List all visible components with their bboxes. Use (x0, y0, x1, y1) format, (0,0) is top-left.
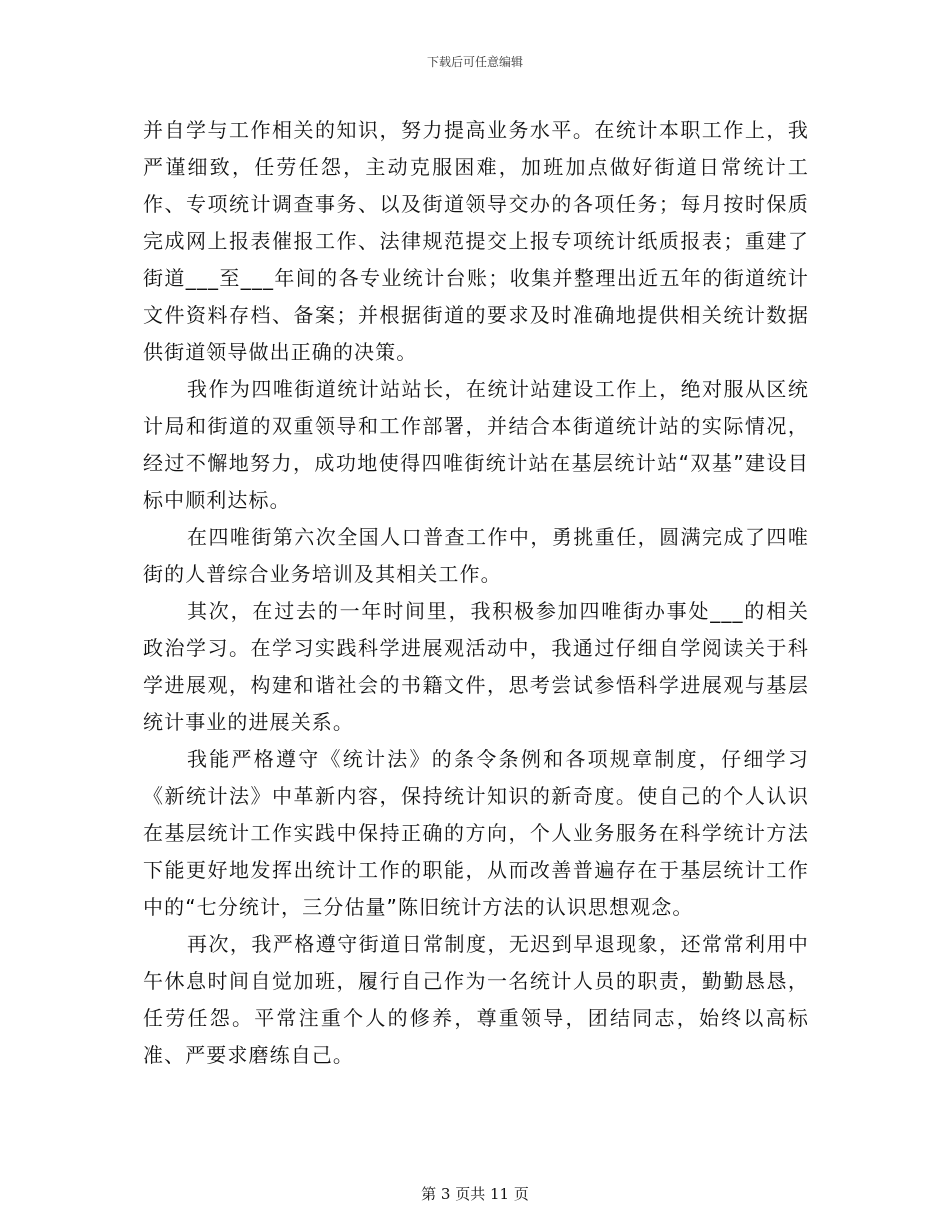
page-header-note: 下载后可任意编辑 (426, 55, 523, 69)
paragraph-discipline: 再次，我严格遵守街道日常制度，无迟到早退现象，还常常利用中午休息时间自觉加班，履行自己作为一名统计人员的职责，勤勤恳恳，任劳任怨。平常注重个人的修养，尊重领导，团结同志，始终以高标准、严要求磨练自己。 (143, 932, 809, 1067)
paragraph-census: 在四唯街第六次全国人口普查工作中，勇挑重任，圆满完成了四唯街的人普综合业务培训及其相关工作。 (143, 525, 809, 586)
document-body (143, 112, 809, 1074)
paragraph-continued: 并自学与工作相关的知识，努力提高业务水平。在统计本职工作上，我严谨细致，任劳任怨，主动克服困难，加班加点做好街道日常统计工作、专项统计调查事务、以及街道领导交办的各项任务；每月按时保质完成网上报表催报工作、法律规范提交上报专项统计纸质报表；重建了街道___至___年间的各专业统计台账；收集并整理出近五年的街道统计文件资料存档、备案；并根据街道的要求及时准确地提供相关统计数据供街道领导做出正确的决策。 (143, 118, 809, 364)
page-number-footer: 第 3 页共 11 页 (421, 1185, 529, 1203)
paragraph-statistics-law: 我能严格遵守《统计法》的条令条例和各项规章制度，仔细学习《新统计法》中革新内容，保持统计知识的新奇度。使自己的个人认识在基层统计工作实践中保持正确的方向，个人业务服务在科学统计方法下能更好地发挥出统计工作的职能，从而改善普遍存在于基层统计工作中的“七分统计，三分估量”陈旧统计方法的认识思想观念。 (143, 747, 809, 919)
paragraph-political-study: 其次，在过去的一年时间里，我积极参加四唯街办事处___的相关政治学习。在学习实践科学进展观活动中，我通过仔细自学阅读关于科学进展观，构建和谐社会的书籍文件，思考尝试参悟科学进展观与基层统计事业的进展关系。 (143, 599, 809, 734)
paragraph-station-chief: 我作为四唯街道统计站站长，在统计站建设工作上，绝对服从区统计局和街道的双重领导和工作部署，并结合本街道统计站的实际情况，经过不懈地努力，成功地使得四唯街统计站在基层统计站“双基”建设目标中顺利达标。 (143, 377, 809, 512)
